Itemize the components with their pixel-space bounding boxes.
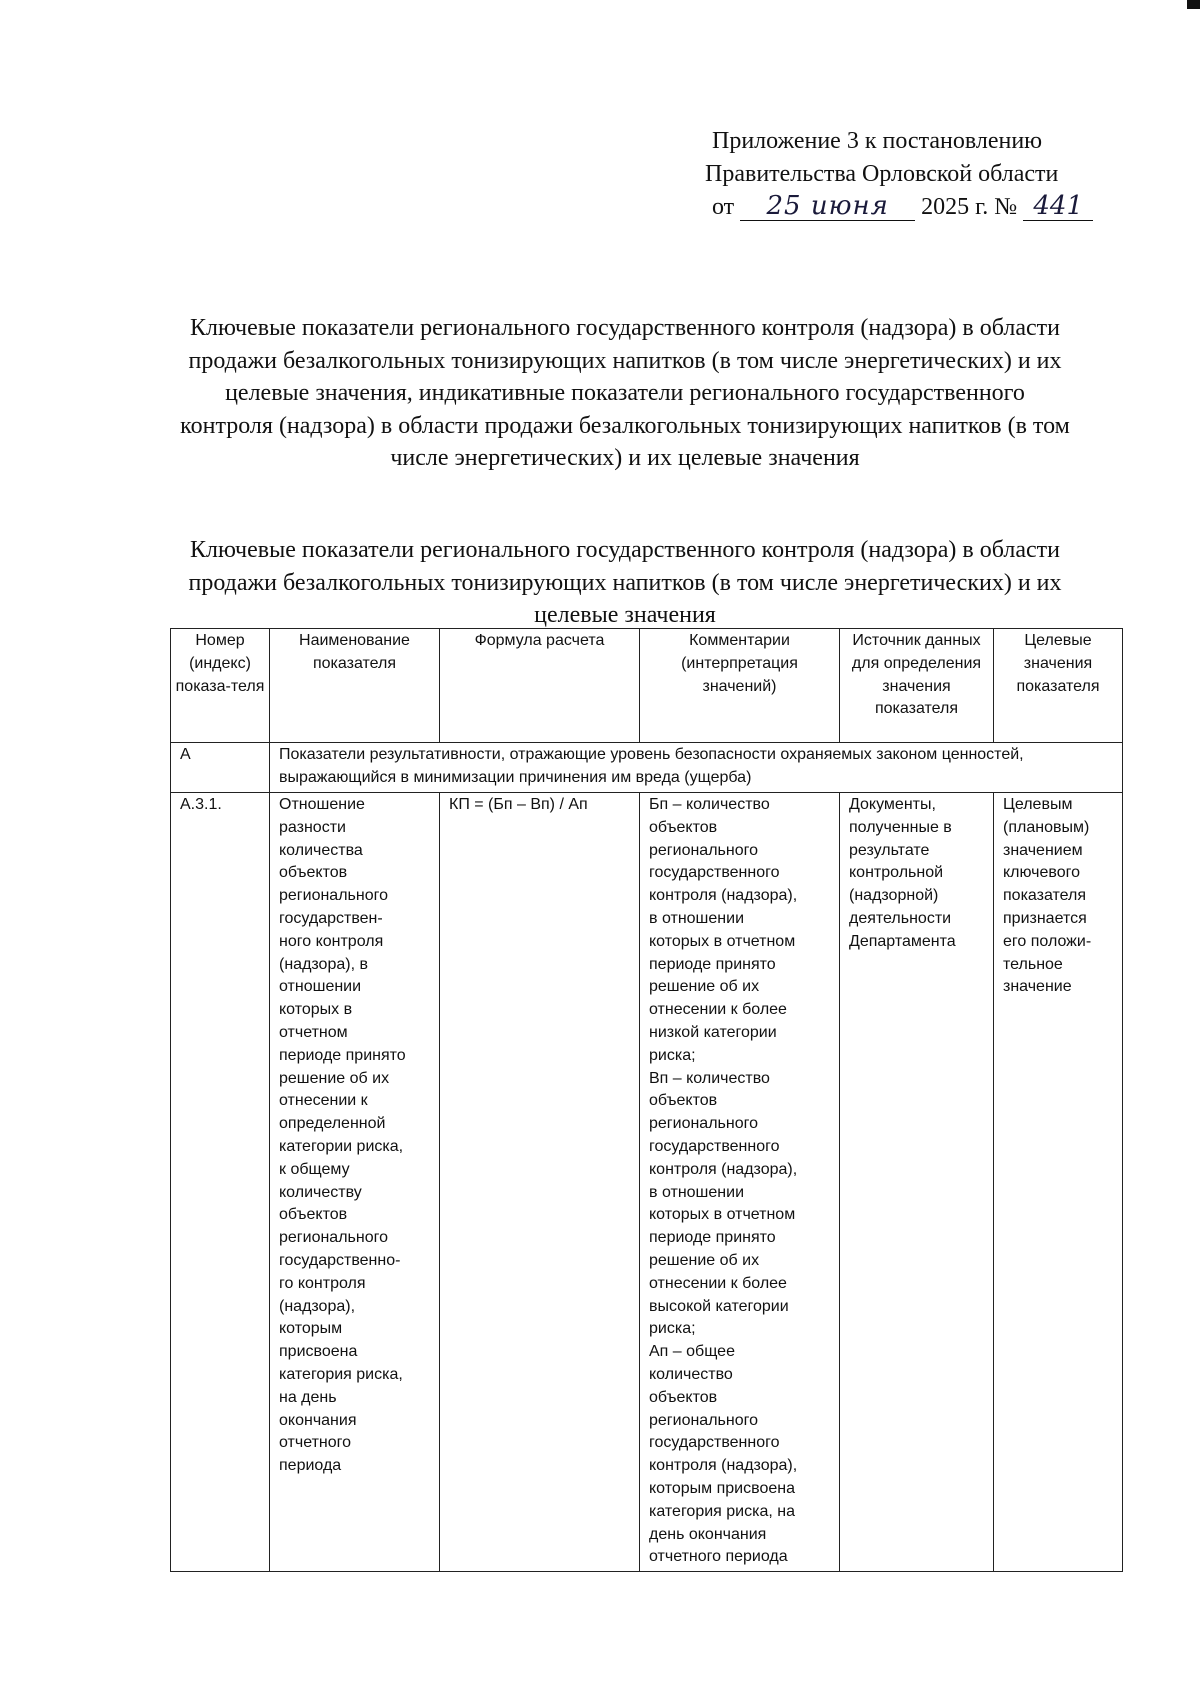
header-name: Наименование показателя	[270, 629, 440, 743]
handwritten-date: 25 июня	[740, 192, 915, 221]
section-title: Ключевые показатели регионального государственного контроля (надзора) в области продажи безалкогольных тонизирующих напитков (в том числе энергетических) и их целевые значения	[188, 537, 1062, 628]
group-text: Показатели результативности, отражающие уровень безопасности охраняемых законом ценностей, выражающийся в минимизации причинения им вреда (ущерба)	[270, 743, 1123, 793]
document-title: Ключевые показатели регионального государственного контроля (надзора) в области продажи безалкогольных тонизирующих напитков (в том числе энергетических) и их целевые значения, индикативные показатели регионального государственного контроля (надзора) в области продажи безалкогольных тонизирующих напитков (в том числе энергетических) и их целевые значения	[180, 315, 1070, 471]
cell-code: А.3.1.	[171, 793, 270, 1572]
table-row-group	[171, 743, 1123, 793]
table-header-row	[171, 629, 1123, 743]
header-source: Источник данных для определения значения показателя	[840, 629, 994, 743]
indicator-table	[170, 628, 1123, 1572]
group-code: А	[171, 743, 270, 793]
header-target: Целевые значения показателя	[994, 629, 1123, 743]
cell-comment: Бп – количество объектов регионального государственного контроля (надзора), в отношении которых в отчетном периоде принято решение об их отнесении к более низкой категории риска; Вп – количество объектов регионального государственного контроля (надзора), в отношении которых в отчетном периоде принято решение об их отнесении к более высокой категории риска; Ап – общее количество объектов регионального государственного контроля (надзора), которым присвоена категория риска, на день окончания отчетного периода	[640, 793, 840, 1572]
scan-corner-mark	[1187, 0, 1200, 9]
cell-source: Документы, полученные в результате контрольной (надзорной) деятельности Департамента	[840, 793, 994, 1572]
cell-name: Отношение разности количества объектов регионального государствен- ного контроля (надзора), в отношении которых в отчетном периоде принято решение об их отнесении к определенной категории риска, к общему количеству объектов регионального государственно- го контроля (надзора), которым присвоена категория риска, на день окончания отчетного периода	[270, 793, 440, 1572]
year-suffix: 2025 г. №	[921, 194, 1018, 220]
approval-line-1: Приложение 3 к постановлению	[712, 128, 1043, 154]
table-row	[171, 793, 1123, 1572]
cell-formula: КП = (Бп – Вп) / Ап	[440, 793, 640, 1572]
approval-line-2: Правительства Орловской области	[705, 161, 1059, 187]
header-comment: Комментарии (интерпретация значений)	[640, 629, 840, 743]
approval-line-3	[712, 191, 1093, 224]
cell-target: Целевым (плановым) значением ключевого показателя признается его положи- тельное значение	[994, 793, 1123, 1572]
header-formula: Формула расчета	[440, 629, 640, 743]
handwritten-number: 441	[1023, 192, 1093, 221]
date-prefix: от	[712, 194, 735, 220]
header-number: Номер (индекс) показа-теля	[171, 629, 270, 743]
